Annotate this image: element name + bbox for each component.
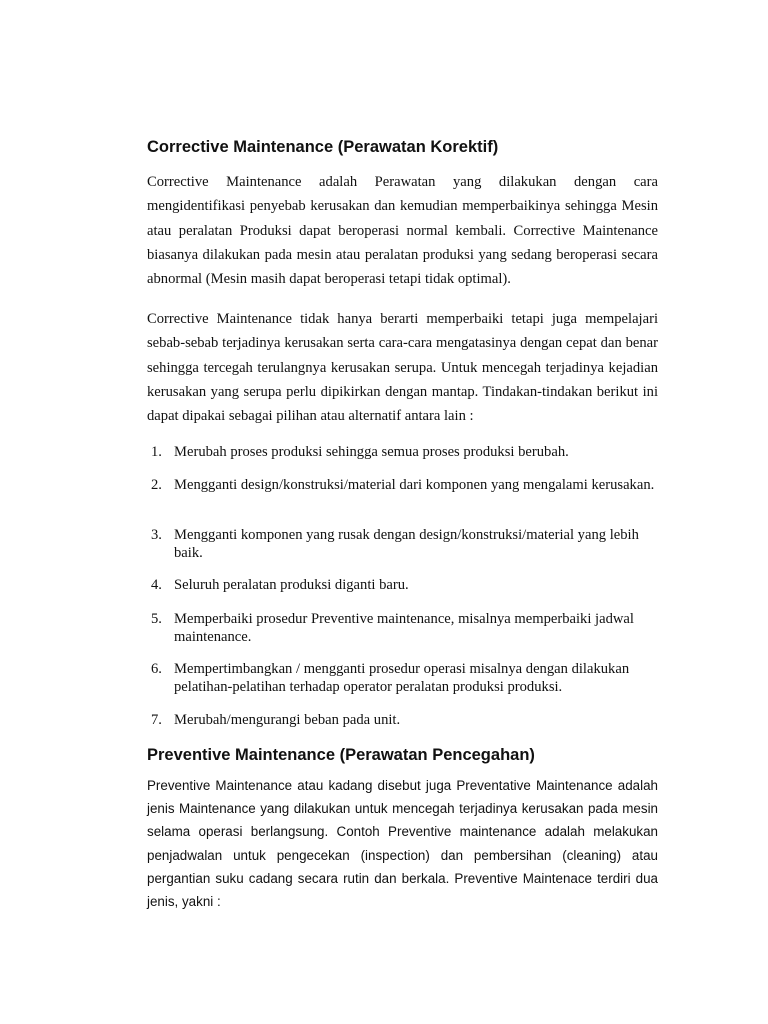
list-text: Seluruh peralatan produksi diganti baru. [174, 577, 409, 593]
list-number: 7. [151, 712, 162, 728]
list-text: Memperbaiki prosedur Preventive maintenance, misalnya memperbaiki jadwal maintenance. [174, 611, 634, 645]
list-number: 1. [151, 444, 162, 460]
list-number: 5. [151, 611, 162, 627]
list-number: 3. [151, 527, 162, 543]
corrective-paragraph-2: Corrective Maintenance tidak hanya berarti memperbaiki tetapi juga mempelajari sebab-sebab terjadinya kerusakan serta cara-cara mengatasinya dengan cepat dan benar sehingga tercegah terulangnya kerusakan serupa. Untuk mencegah terjadinya kejadian kerusakan yang serupa perlu dipikirkan dengan mantap. Tindakan-tindakan berikut ini dapat dipakai sebagai pilihan atau alternatif antara lain : [147, 311, 658, 425]
list-text: Merubah/mengurangi beban pada unit. [174, 712, 401, 728]
corrective-paragraph-1: Corrective Maintenance adalah Perawatan yang dilakukan dengan cara mengidentifikasi penyebab kerusakan dan kemudian memperbaikinya sehingga Mesin atau peralatan Produksi dapat beroperasi normal kembali. Corrective Maintenance biasanya dilakukan pada mesin atau peralatan produksi yang sedang beroperasi secara abnormal (Mesin masih dapat beroperasi tetapi tidak optimal). [147, 174, 658, 288]
list-number: 4. [151, 577, 162, 593]
list-text: Merubah proses produksi sehingga semua proses produksi berubah. [174, 444, 569, 460]
list-number: 6. [151, 661, 162, 677]
list-text: Mempertimbangkan / mengganti prosedur operasi misalnya dengan dilakukan pelatihan-pelatihan terhadap operator peralatan produksi produksi. [174, 661, 630, 695]
preventive-paragraph-1: Preventive Maintenance atau kadang disebut juga Preventative Maintenance adalah jenis Maintenance yang dilakukan untuk mencegah terjadinya kerusakan pada mesin selama operasi berlangsung. Contoh Preventive maintenance adalah melakukan penjadwalan untuk pengecekan (inspection) dan pembersihan (cleaning) atau pergantian suku cadang secara rutin dan berkala. Preventive Maintenace terdiri dua jenis, yakni : [147, 778, 658, 910]
list-number: 2. [151, 477, 162, 493]
list-text: Mengganti komponen yang rusak dengan design/konstruksi/material yang lebih baik. [174, 527, 639, 561]
preventive-maintenance-heading: Preventive Maintenance (Perawatan Pencegahan) [147, 746, 535, 764]
corrective-maintenance-heading: Corrective Maintenance (Perawatan Korektif) [147, 138, 499, 156]
list-text: Mengganti design/konstruksi/material dari komponen yang mengalami kerusakan. [174, 477, 655, 493]
